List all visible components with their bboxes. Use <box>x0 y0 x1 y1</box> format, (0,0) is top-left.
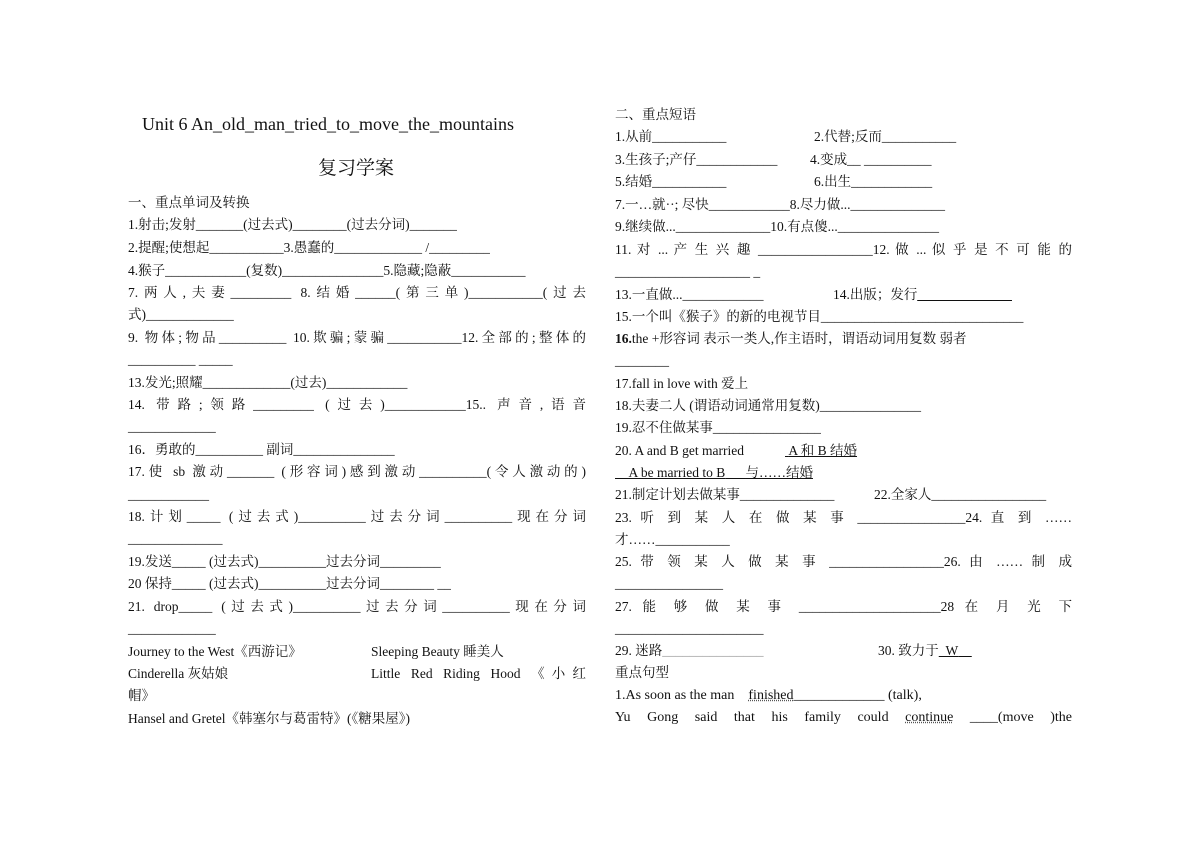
phrase-line: 1.从前___________ <box>615 129 727 144</box>
phrase-line: ________ <box>615 353 669 368</box>
phrase-line: 18.夫妻二人 (谓语动词通常用复数)_______________ <box>615 398 921 413</box>
word-line: 9. 物体;物品__________ 10.欺骗;蒙骗___________12.全部的;整体的 <box>128 330 586 345</box>
phrase-line: 13.一直做...____________ <box>615 287 764 302</box>
phrase-line: 30. 致力于 W <box>878 643 959 658</box>
word-line: 7.两人,夫妻_________ 8.结婚______(第三单)___________(过去 <box>128 285 586 300</box>
phrase-line: 22.全家人_________________ <box>874 487 1047 502</box>
phrase-line: A 和 B 结婚 <box>788 443 858 458</box>
unit-title: Unit 6 An_old_man_tried_to_move_the_mountains <box>142 114 514 134</box>
section-heading-words: 一、重点单词及转换 <box>128 195 250 210</box>
phrase-line: 19.忍不住做某事________________ <box>615 420 821 435</box>
phrase-line: 17.fall in love with 爱上 <box>615 376 749 391</box>
phrase-line: ____________________ _ <box>615 264 761 279</box>
phrase-line: 6.出生____________ <box>814 174 933 189</box>
sentence-line: 1.As soon as the man finished_____________ (talk), <box>615 688 922 703</box>
word-line: 13.发光;照耀_____________(过去)____________ <box>128 375 408 390</box>
phrase-line: 5.结婚___________ <box>615 174 727 189</box>
word-line: 2.提醒;使想起___________3.愚蠢的_____________ /_________ <box>128 240 490 255</box>
word-line: 20 保持_____ (过去式)__________过去分词________ __ <box>128 576 451 591</box>
phrase-line: 才……___________ <box>615 532 730 547</box>
phrase-line: 29. 迷路_______________ <box>615 643 764 658</box>
word-line: _____________ <box>128 419 216 434</box>
phrase-line: 27. 能 够 做 某 事 _____________________28 在 月 光 下 <box>615 599 1072 614</box>
phrase-line: 15.一个叫《猴子》的新的电视节目______________________________ <box>615 309 1024 324</box>
phrase-line: 21.制定计划去做某事______________ <box>615 487 835 502</box>
word-line: 4.猴子____________(复数)_______________5.隐藏;隐蔽___________ <box>128 263 526 278</box>
phrase-line: 20. A and B get married <box>615 443 744 458</box>
phrase-line: 16.the +形容词 表示一类人,作主语时，谓语动词用复数 弱者 <box>615 331 967 346</box>
phrase-line: 2.代替;反而___________ <box>814 129 957 144</box>
word-line: 19.发送_____ (过去式)__________过去分词_________ <box>128 554 441 569</box>
phrase-line: A be married to B 与……结婚 <box>628 465 813 480</box>
word-line: __________ _____ <box>128 352 233 367</box>
story-sleeping-beauty: Sleeping Beauty 睡美人 <box>371 644 504 659</box>
phrase-line: 4.变成__ __________ <box>810 152 932 167</box>
story-cinderella: Cinderella 灰姑娘 <box>128 666 229 681</box>
word-line: _____________ <box>128 621 216 636</box>
word-line: 1.射击;发射_______(过去式)________(过去分词)_______ <box>128 217 457 232</box>
phrase-line: ________________ <box>615 576 723 591</box>
phrase-line: 3.生孩子;产仔____________ <box>615 152 778 167</box>
phrase-line: ______________________ <box>615 621 764 636</box>
word-line: 式)_____________ <box>128 307 234 322</box>
story-journey-west: Journey to the West《西游记》 <box>128 644 302 659</box>
word-line: 16．勇敢的__________ 副词_______________ <box>128 442 395 457</box>
phrase-line: 23. 听 到 某 人 在 做 某 事 ________________24. 直 到 …… <box>615 510 1072 525</box>
worksheet-subtitle: 复习学案 <box>318 158 395 179</box>
phrase-line: 9.继续做...______________10.有点傻..._______________ <box>615 219 939 234</box>
phrase-line: 25. 带 领 某 人 做 某 事 _________________26. 由 …… 制 成 <box>615 554 1072 569</box>
section-heading-sentences: 重点句型 <box>615 665 669 680</box>
sentence-line: Yu Gong said that his family could continue ____(move )the <box>615 710 1073 725</box>
word-line: 18.计划_____ (过去式)__________过去分词__________现在分词 <box>128 509 586 524</box>
section-heading-phrases: 二、重点短语 <box>615 107 696 122</box>
phrase-line: 11. 对 ... 产 生 兴 趣 _________________12. 做 ... 似 乎 是 不 可 能 的 <box>615 242 1072 257</box>
word-line: 14. 带路;领路_________ (过去)____________15.. 声音,语音 <box>128 397 586 412</box>
phrase-line: 7.一…就··; 尽快____________8.尽力做...______________ <box>615 197 945 212</box>
word-line: ____________ <box>128 487 209 502</box>
word-line: 17.使 sb 激动_______ (形容词)感到激动__________(令人激动的) <box>128 464 586 479</box>
story-red-riding-hood: Little Red Riding Hood 《小红 <box>371 666 586 681</box>
phrase-line: 14.出版；发行______________ <box>833 287 1012 302</box>
word-line: ______________ <box>128 531 223 546</box>
story-hansel-gretel: Hansel and Gretel《韩塞尔与葛雷特》(《糖果屋》) <box>128 711 410 726</box>
word-line: 21. drop_____ (过去式)__________过去分词__________现在分词 <box>128 599 586 614</box>
story-red-riding-hood-cont: 帽》 <box>128 688 155 703</box>
